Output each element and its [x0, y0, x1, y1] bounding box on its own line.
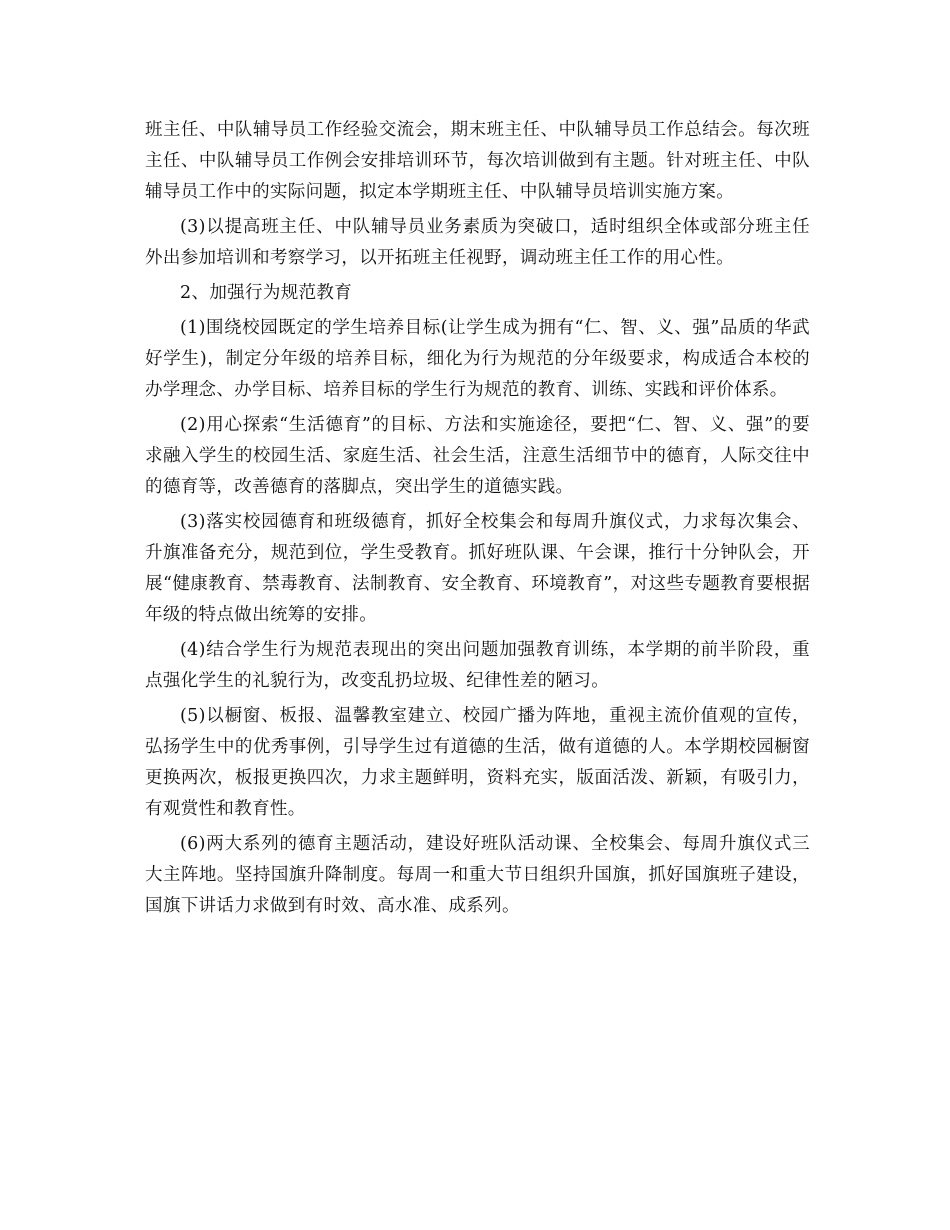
- paragraph-1: 班主任、中队辅导员工作经验交流会，期末班主任、中队辅导员工作总结会。每次班主任、中队辅导员工作例会安排培训环节，每次培训做到有主题。针对班主任、中队辅导员工作中的实际问题，拟定本学期班主任、中队辅导员培训实施方案。: [145, 120, 810, 202]
- section-heading-behavior: 2、加强行为规范教育: [180, 283, 353, 303]
- paragraph-8: (5)以橱窗、板报、温馨教室建立、校园广播为阵地，重视主流价值观的宣传，弘扬学生中的优秀事例，引导学生过有道德的生活，做有道德的人。本学期校园橱窗更换两次，板报更换四次，力求主题鲜明，资料充实，版面活泼、新颖，有吸引力，有观赏性和教育性。: [145, 706, 810, 819]
- paragraph-2: (3)以提高班主任、中队辅导员业务素质为突破口，适时组织全体或部分班主任外出参加培训和考察学习，以开拓班主任视野，调动班主任工作的用心性。: [145, 217, 810, 268]
- document-body: [145, 115, 810, 926]
- paragraph-6: (3)落实校园德育和班级德育，抓好全校集会和每周升旗仪式，力求每次集会、升旗准备充分，规范到位，学生受教育。抓好班队课、午会课，推行十分钟队会，开展“健康教育、禁毒教育、法制教育、安全教育、环境教育”，对这些专题教育要根据年级的特点做出统筹的安排。: [145, 512, 810, 625]
- paragraph-5: (2)用心探索“生活德育”的目标、方法和实施途径，要把“仁、智、义、强”的要求融入学生的校园生活、家庭生活、社会生活，注意生活细节中的德育，人际交往中的德育等，改善德育的落脚点，突出学生的道德实践。: [145, 415, 810, 497]
- paragraph-9: (6)两大系列的德育主题活动，建设好班队活动课、全校集会、每周升旗仪式三大主阵地。坚持国旗升降制度。每周一和重大节日组织升国旗，抓好国旗班子建设，国旗下讲话力求做到有时效、高水准、成系列。: [145, 834, 810, 916]
- paragraph-4: (1)围绕校园既定的学生培养目标(让学生成为拥有“仁、智、义、强”品质的华武好学生)，制定分年级的培养目标，细化为行为规范的分年级要求，构成适合本校的办学理念、办学目标、培养目标的学生行为规范的教育、训练、实践和评价体系。: [145, 318, 810, 400]
- paragraph-7: (4)结合学生行为规范表现出的突出问题加强教育训练，本学期的前半阶段，重点强化学生的礼貌行为，改变乱扔垃圾、纪律性差的陋习。: [145, 640, 810, 691]
